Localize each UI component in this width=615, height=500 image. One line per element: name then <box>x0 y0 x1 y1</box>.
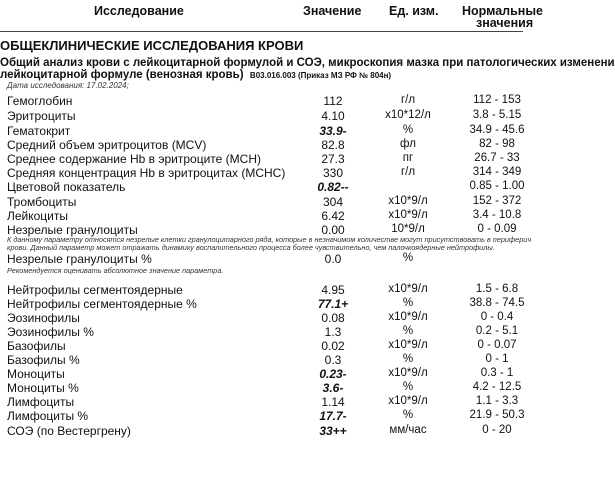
row-value-text: 0.02 <box>321 339 345 353</box>
row-reference-text: 0.85 - 1.00 <box>469 180 525 192</box>
row-reference-text: 0 - 0.07 <box>477 339 517 351</box>
row-value-text: 0.00 <box>321 223 345 237</box>
row-value-text: 1.14 <box>321 395 345 409</box>
row-value-text: 0.0 <box>324 252 342 266</box>
row-name: Гемоглобин <box>7 94 73 108</box>
panel-title-text: лейкоцитарной формуле (венозная кровь) <box>0 69 244 81</box>
row-reference-text: 1.1 - 3.3 <box>475 395 519 407</box>
row-unit-text: пг <box>402 152 414 164</box>
row-reference-text: 4.2 - 12.5 <box>472 381 522 393</box>
row-unit-text: x10*9/л <box>388 339 428 351</box>
row-reference-text: 0.3 - 1 <box>480 367 514 379</box>
row-value-text: 0.08 <box>321 311 345 325</box>
row-value-text: 33.9- <box>319 124 347 138</box>
row-reference-text: 3.4 - 10.8 <box>472 209 522 221</box>
row-value-text: 0.23- <box>319 367 347 381</box>
row-unit-text: % <box>402 353 414 365</box>
panel-code: В03.016.003 (Приказ МЗ РФ № 804н) <box>249 71 392 80</box>
row-name: Моноциты <box>7 367 65 381</box>
row-name: Нейтрофилы сегментоядерные <box>7 283 183 297</box>
row-unit-text: г/л <box>400 94 416 106</box>
row-name: Гематокрит <box>7 124 71 138</box>
row-value-text: 27.3 <box>321 152 345 166</box>
row-value-text: 3.6- <box>322 381 344 395</box>
row-unit-text: мм/час <box>389 424 427 436</box>
panel-title-line1: Общий анализ крови с лейкоцитарной формулой и СОЭ, микроскопия мазка при патологических изменени <box>0 57 615 69</box>
row-name: Эозинофилы % <box>7 325 94 339</box>
immature-note-line1: К данному параметру относятся незрелые клетки гранулоцитарного ряда, которые в незначимом количестве могут присутствовать в периферич <box>7 235 532 244</box>
row-reference-text: 0 - 0.4 <box>480 311 514 323</box>
row-reference-text: 0 - 1 <box>485 353 509 365</box>
row-unit-text: % <box>402 297 414 309</box>
row-value-text: 33++ <box>319 424 347 438</box>
row-reference-text: 21.9 - 50.3 <box>469 409 525 421</box>
row-name: Тромбоциты <box>7 195 77 209</box>
row-value-text: 4.10 <box>321 109 345 123</box>
row-name: Незрелые гранулоциты % <box>7 252 152 266</box>
row-name: Нейтрофилы сегментоядерные % <box>7 297 197 311</box>
header-divider <box>0 31 523 32</box>
row-name: Эритроциты <box>7 109 76 123</box>
immature-note-line2: крови. Данный параметр может отражать динамику воспалительного процесса более чувствительно, чем палочкоядерные нейтрофилы. <box>7 243 495 252</box>
row-reference-text: 34.9 - 45.6 <box>469 124 525 136</box>
row-name: Базофилы % <box>7 353 80 367</box>
row-name: Базофилы <box>7 339 66 353</box>
row-reference-text: 26.7 - 33 <box>474 152 520 164</box>
row-reference-text: 0.2 - 5.1 <box>475 325 519 337</box>
row-name: Лимфоциты % <box>7 409 89 423</box>
row-value-text: 0.82-- <box>317 180 349 194</box>
row-value-text: 0.3 <box>324 353 342 367</box>
row-name: Лимфоциты <box>7 395 75 409</box>
row-value-text: 82.8 <box>321 138 345 152</box>
row-reference-text: 0 - 20 <box>482 424 512 436</box>
row-name: Средняя концентрация Hb в эритроцитах (MCHC) <box>7 166 286 180</box>
row-name: Среднее содержание Hb в эритроците (MCH) <box>7 152 261 166</box>
row-unit-text: x10*9/л <box>388 395 428 407</box>
recommend-note: Рекомендуется оценивать абсолютное значение параметра. <box>7 266 224 275</box>
row-unit-text: % <box>402 409 414 421</box>
row-reference-text: 1.5 - 6.8 <box>475 283 519 295</box>
column-header-value: Значение <box>303 4 362 18</box>
row-name: Незрелые гранулоциты <box>7 223 138 237</box>
row-value-text: 4.95 <box>321 283 345 297</box>
row-value-text: 6.42 <box>321 209 345 223</box>
row-name: Средний объем эритроцитов (MCV) <box>7 138 207 152</box>
column-header-unit: Ед. изм. <box>389 4 439 18</box>
row-value-text: 77.1+ <box>317 297 349 311</box>
row-reference-text: 38.8 - 74.5 <box>469 297 525 309</box>
row-unit-text: x10*12/л <box>385 109 431 121</box>
row-unit-text: x10*9/л <box>388 311 428 323</box>
row-unit-text: % <box>402 381 414 393</box>
row-unit-text: г/л <box>400 166 416 178</box>
row-name: Моноциты % <box>7 381 79 395</box>
row-unit-text: x10*9/л <box>388 209 428 221</box>
column-header-reference-line1: Нормальные <box>462 4 543 18</box>
column-header-test: Исследование <box>94 4 184 18</box>
row-unit-text: % <box>402 325 414 337</box>
row-name: Цветовой показатель <box>7 180 126 194</box>
row-value-text: 304 <box>322 195 344 209</box>
row-reference-text: 82 - 98 <box>479 138 515 150</box>
row-unit-text: x10*9/л <box>388 283 428 295</box>
row-unit-text: фл <box>400 138 416 150</box>
row-value-text: 17.7- <box>319 409 347 423</box>
column-header-reference-line2: значения <box>476 16 534 30</box>
row-reference-text: 3.8 - 5.15 <box>472 109 522 121</box>
row-reference-text: 0 - 0.09 <box>477 223 517 235</box>
row-unit-text: x10*9/л <box>388 367 428 379</box>
row-value-text: 330 <box>322 166 344 180</box>
row-unit-text: % <box>402 252 414 264</box>
row-reference-text: 314 - 349 <box>472 166 522 178</box>
section-title: ОБЩЕКЛИНИЧЕСКИЕ ИССЛЕДОВАНИЯ КРОВИ <box>0 38 304 53</box>
row-unit-text: x10*9/л <box>388 195 428 207</box>
row-name: Эозинофилы <box>7 311 80 325</box>
row-unit-text: % <box>402 124 414 136</box>
row-reference-text: 152 - 372 <box>472 195 522 207</box>
row-name: СОЭ (по Вестергрену) <box>7 424 131 438</box>
row-name: Лейкоциты <box>7 209 69 223</box>
row-unit-text: 10*9/л <box>391 223 425 235</box>
study-date: Дата исследования: 17.02.2024; <box>7 81 129 90</box>
row-value-text: 112 <box>323 94 343 108</box>
row-reference-text: 112 - 153 <box>473 94 521 106</box>
row-value-text: 1.3 <box>324 325 342 339</box>
